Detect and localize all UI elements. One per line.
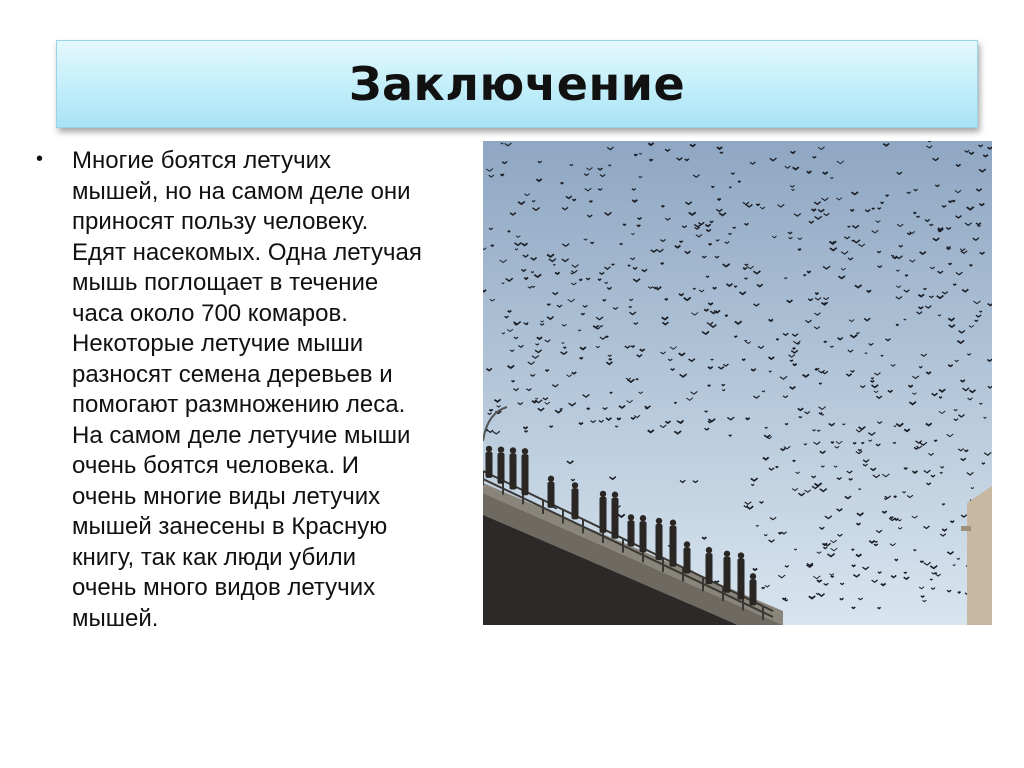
- text-line: мышь поглощает в течение: [72, 269, 379, 296]
- text-line: мышей, но на самом деле они: [72, 177, 411, 205]
- bats-over-bridge-photo: [483, 141, 992, 625]
- bullet-text: [72, 146, 482, 634]
- text-line: очень много видов летучих: [72, 574, 376, 601]
- title-banner: [56, 40, 978, 128]
- text-line: книгу, так как люди убили: [72, 543, 357, 571]
- text-line: очень многие виды летучих: [72, 482, 381, 510]
- text-line: На самом деле летучие мыши: [72, 421, 411, 449]
- text-line: мышей.: [72, 604, 159, 632]
- text-line: мышей занесены в Красную: [72, 513, 388, 540]
- text-line: очень боятся человека. И: [72, 452, 360, 479]
- text-line: помогают размножению леса.: [72, 391, 406, 418]
- bullet-marker: •: [36, 148, 44, 170]
- text-line: разносят семена деревьев и: [72, 360, 393, 388]
- slide-title: Заключение: [348, 57, 686, 111]
- text-line: Некоторые летучие мыши: [72, 330, 364, 357]
- text-line: часа около 700 комаров.: [72, 299, 348, 327]
- text-line: Многие боятся летучих: [72, 147, 331, 174]
- text-line: Едят насекомых. Одна летучая: [72, 238, 422, 266]
- text-line: приносят пользу человеку.: [72, 208, 369, 235]
